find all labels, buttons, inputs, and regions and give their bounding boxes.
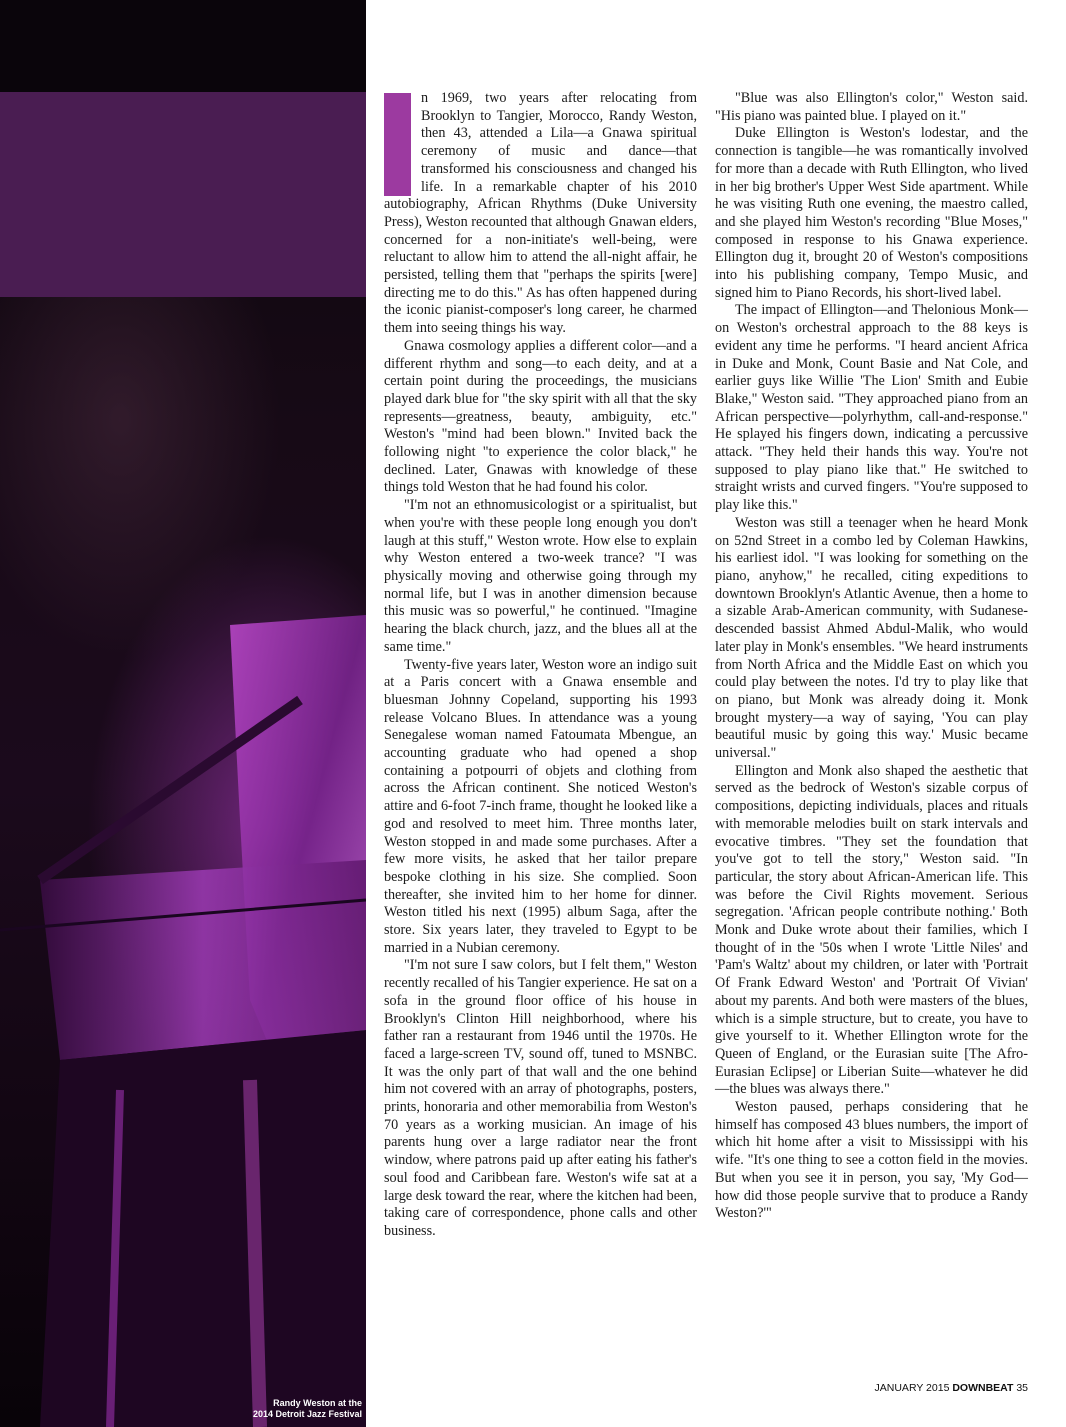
paragraph: "I'm not an ethnomusicologist or a spiritualist, but when you're with these people long enough you don't laugh at this stuff," Weston wrote. How else to explain why Weston entered a two-week trance? "I was physically moving and otherwise going through my normal life, but I was in another dimension because this music was so powerful," he continued. "Imagine hearing the black church, jazz, and the blues all at the same time." xyxy=(384,497,697,655)
paragraph: Twenty-five years later, Weston wore an indigo suit at a Paris concert with a Gnawa ensemble and bluesman Johnny Copeland, supporting his 1993 release Volcano Blues. In attendance was a young Senegalese woman named Fatoumata Mbengue, an accounting graduate who had opened a shop containing a potpourri of objets and clothing from across the African continent. She noticed Weston's attire and 6-foot 7-inch frame, thought he looked like a god and resolved to meet him. Three months later, Weston stopped in and made some purchases. After a few more visits, he asked that her tailor prepare bespoke clothing in his size. She complied. Soon thereafter, she invited him to her home for dinner. Weston titled his next (1995) album Saga, after the store. Six years later, they traveled to Egypt to be married in a Nubian ceremony. xyxy=(384,656,697,956)
article-column-left xyxy=(384,90,697,1241)
caption-line-1: Randy Weston at the xyxy=(273,1398,362,1408)
paragraph: n 1969, two years after relocating from Brooklyn to Tangier, Morocco, Randy Weston, then 43, attended a Lila—a Gnawa spiritual ceremony of music and dance—that transformed his consciousness and changed his life. In a remarkable chapter of his 2010 autobiography, African Rhythms (Duke University Press), Weston recounted that although Gnawan elders, concerned for a non-initiate's well-being, were reluctant to allow him to attend the all-night affair, he persisted, telling them that "perhaps the spirits [were] directing me to do this." As has often happened during the iconic pianist-composer's long career, he charmed them into seeing things his way. xyxy=(384,90,698,337)
paragraph: The impact of Ellington—and Thelonious Monk—on Weston's orchestral approach to the 88 keys is evident any time he performs. "I heard ancient Africa in Duke and Monk, Count Basie and Nat Cole, and earlier guys like Willie 'The Lion' Smith and Eubie Blake," Weston said. "They approached piano from an African perspective—polyrhythm, call-and-response." He splayed his fingers down, indicating a percussive attack. "They held their hands this way. You're not supposed to play piano like that." He switched to straight wrists and curved fingers. "You're supposed to play like this." xyxy=(715,302,1028,514)
paragraph: Duke Ellington is Weston's lodestar, and the connection is tangible—he was romantically involved for more than a decade with Ruth Ellington, who lived in her big brother's Upper West Side apartment. While he was visiting Ruth one evening, the maestro called, and she played him Weston's recording "Blue Moses," composed in response to his Gnawa experience. Ellington dug it, brought 20 of Weston's compositions into his publishing company, Tempo Music, and signed him to Piano Records, his short-lived label. xyxy=(715,125,1028,301)
page-footer xyxy=(826,1382,1028,1394)
paragraph: "I'm not sure I saw colors, but I felt them," Weston recently recalled of his Tangier experience. He sat on a sofa in the ground floor office of his house in Brooklyn's Clinton Hill neighborhood, where his father ran a restaurant from 1946 until the 1970s. He faced a large-screen TV, sound off, tuned to MSNBC. It was the only part of that wall and the one behind him not covered with an array of photographs, posters, prints, honoraria and other memorabilia from Weston's 70 years as a working musician. An image of his parents hung over a large radiator near the front window, where patrons paid up after eating his father's soul food and Caribbean fare. Weston's wife sat at a large desk toward the rear, where the kitchen had been, taking care of correspondence, phone calls and other business. xyxy=(384,957,697,1239)
page-number: 35 xyxy=(1016,1382,1028,1394)
article-column-right xyxy=(715,90,1028,1223)
paragraph: "Blue was also Ellington's color," Weston said. "His piano was painted blue. I played on it." xyxy=(715,90,1028,124)
paragraph: Weston paused, perhaps considering that he himself has composed 43 blues numbers, the import of which hit home after a visit to Mississippi with his wife. "It's one thing to see a cotton field in the movies. But when you see it in person, you say, 'My God—how did those people survive that to produce a Randy Weston?'" xyxy=(715,1099,1028,1222)
caption-line-2: 2014 Detroit Jazz Festival xyxy=(252,1409,362,1419)
paragraph: Weston was still a teenager when he heard Monk on 52nd Street in a combo led by Coleman Hawkins, his earliest idol. "I was looking for something on the piano, anyhow," he recalled, citing expeditions to downtown Brooklyn's Atlantic Avenue, then a home to a sizable Arab-American community, with Sudanese-descended bassist Ahmed Abdul-Malik, who would later play in Monk's ensembles. "We heard instruments from North Africa and the Middle East on which you could play between the notes. I'd try to play like that on piano, but Monk was already doing it. Monk brought mystery—a way of saying, 'You can play beautiful music by going this way.' Music became universal." xyxy=(715,514,1028,762)
paragraph: Gnawa cosmology applies a different color—and a different rhythm and song—to each deity, and at a certain point during the proceedings, the musicians played dark blue for "the sky spirit with all that the sky represents—greatness, beauty, ambiguity, etc." Weston's "mind had been blown." Invited back the following night "to experience the color black," he declined. Later, Gnawas with knowledge of these things told Weston that he had found his color. xyxy=(384,337,697,496)
piano-illustration xyxy=(0,0,366,1427)
drop-cap-block xyxy=(384,93,411,196)
piano-photo xyxy=(0,0,366,1427)
paragraph: Ellington and Monk also shaped the aesthetic that served as the bedrock of Weston's sizable corpus of compositions, depicting individuals, places and rituals with memorable melodies built on stark intervals and evocative timbres. "They set the foundation that you've got to tell the story," Weston said. "In particular, the story about African-American life. This was before the Civil Rights movement. Serious segregation. 'African people contribute nothing.' Both Monk and Duke wrote about their families, which I thought of in the '50s when I wrote 'Little Niles' and 'Pam's Waltz' about my children, or later with 'Portrait Of Frank Edward Weston' and 'Portrait Of Vivian' about my parents. And both were masters of the blues, which is a simple structure, but to create, you have to give yourself to it. Whether Ellington wrote for the Queen of England, or the Eurasian suite [The Afro-Eurasian Eclipse] or Liberian Suite—whatever he did—the blues was always there." xyxy=(715,762,1028,1098)
issue-date: JANUARY 2015 xyxy=(874,1382,950,1394)
magazine-name: DOWNBEAT xyxy=(952,1382,1014,1394)
photo-caption xyxy=(222,1398,362,1420)
